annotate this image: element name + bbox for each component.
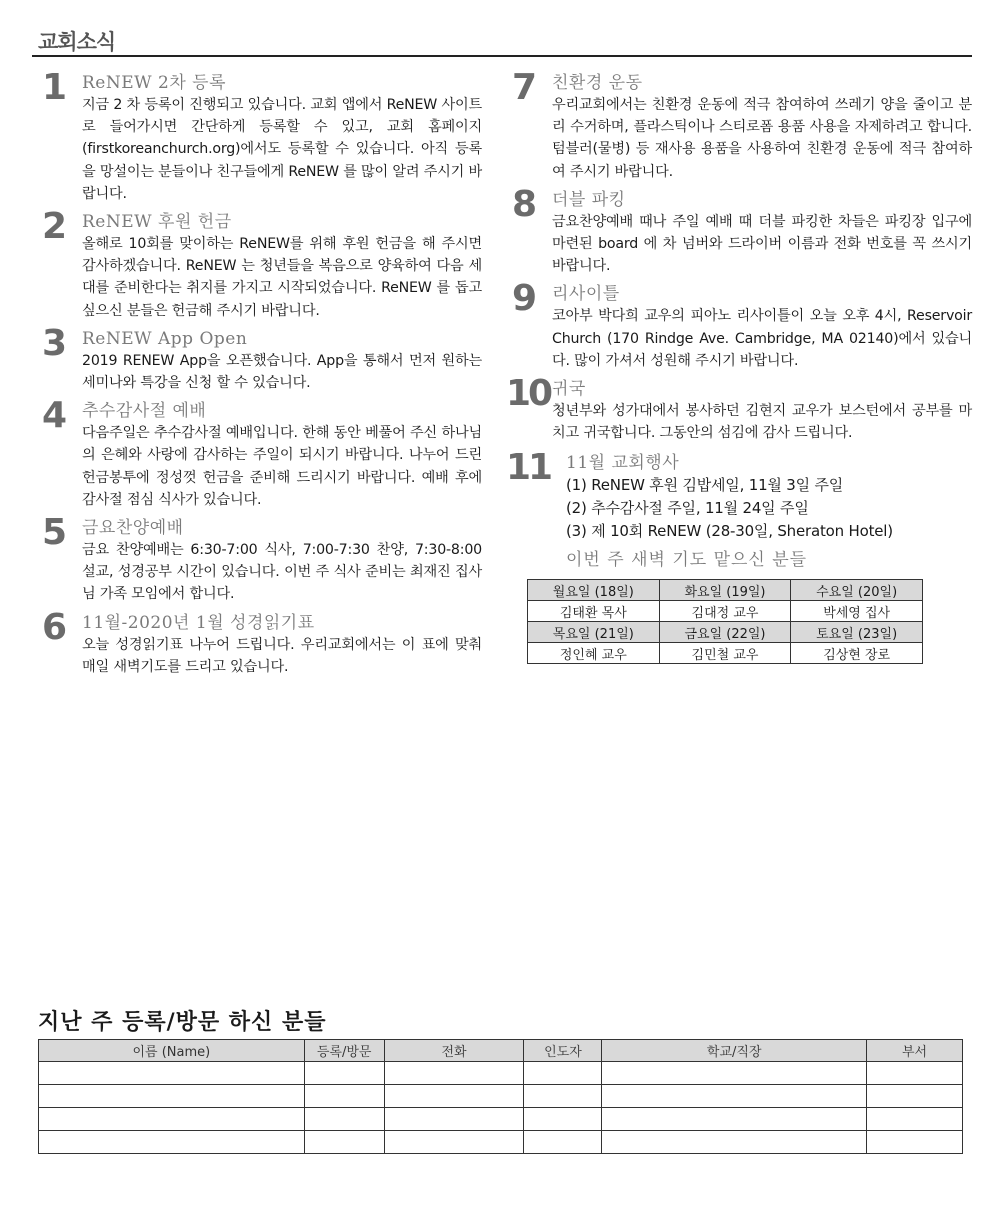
empty-cell[interactable] [39, 1085, 305, 1108]
table-header-row [39, 1040, 963, 1062]
item-title: 11월-2020년 1월 성경읽기표 [82, 612, 315, 633]
news-item-7 [512, 67, 972, 183]
item-number: 6 [42, 606, 65, 648]
news-item-1 [42, 67, 482, 205]
empty-cell[interactable] [524, 1108, 602, 1131]
item-number: 7 [512, 67, 535, 108]
column-header-guide: 인도자 [524, 1040, 602, 1062]
empty-cell[interactable] [524, 1062, 602, 1085]
event-line: (1) ReNEW 후원 김밥세일, 11월 3일 주일 [566, 476, 844, 495]
item-title: 11월 교회행사 [566, 453, 680, 474]
empty-cell[interactable] [867, 1108, 963, 1131]
leader-cell: 김태환 목사 [528, 601, 660, 622]
day-cell: 수요일 (20일) [791, 580, 923, 601]
table-row [528, 580, 923, 601]
leader-cell: 정인혜 교우 [528, 643, 660, 664]
table-row [528, 601, 923, 622]
table-row [528, 622, 923, 643]
column-header-name: 이름 (Name) [39, 1040, 305, 1062]
empty-cell[interactable] [524, 1085, 602, 1108]
table-row [39, 1108, 963, 1131]
empty-cell[interactable] [39, 1062, 305, 1085]
column-header-phone: 전화 [384, 1040, 524, 1062]
news-item-11 [506, 447, 972, 571]
news-item-4 [42, 395, 482, 511]
table-row [39, 1131, 963, 1154]
item-number: 10 [506, 373, 551, 415]
leader-cell: 김민철 교우 [659, 643, 791, 664]
news-item-10 [506, 373, 972, 444]
empty-cell[interactable] [304, 1131, 384, 1154]
day-cell: 화요일 (19일) [659, 580, 791, 601]
day-cell: 금요일 (22일) [659, 622, 791, 643]
empty-cell[interactable] [602, 1131, 867, 1154]
item-body: 금요 찬양예배는 6:30-7:00 식사, 7:00-7:30 찬양, 7:30-8:00 설교, 성경공부 시간이 있습니다. 이번 주 식사 준비는 최재진 집사님 가족 모임에서 합니다. [82, 542, 482, 603]
visitors-title: 지난 주 등록/방문 하신 분들 [38, 1010, 327, 1035]
table-row [39, 1085, 963, 1108]
prayer-schedule-table [527, 579, 923, 664]
item-title: ReNEW 후원 헌금 [82, 212, 232, 233]
item-number: 3 [42, 322, 65, 364]
title-divider [32, 55, 972, 57]
news-item-8 [512, 183, 972, 278]
empty-cell[interactable] [867, 1062, 963, 1085]
empty-cell[interactable] [524, 1131, 602, 1154]
empty-cell[interactable] [384, 1085, 524, 1108]
column-header-type: 등록/방문 [304, 1040, 384, 1062]
empty-cell[interactable] [602, 1108, 867, 1131]
item-body: 다음주일은 추수감사절 예배입니다. 한해 동안 베풀어 주신 하나님의 은혜와 사랑에 감사하는 주일이 되시기 바랍니다. 나누어 드린 헌금봉투에 정성껏 헌금을 준비해 드리시기 바랍니다. 예배 후에 감사절 점심 식사가 있습니다. [82, 425, 482, 508]
item-body: 코아부 박다희 교우의 피아노 리사이틀이 오늘 오후 4시, Reservoir Church (170 Rindge Ave. Cambridge, MA 02140)에서 있습니다. 많이 가셔서 성원해 주시기 바랍니다. [552, 308, 972, 369]
item-title: 금요찬양예배 [82, 518, 184, 539]
empty-cell[interactable] [867, 1131, 963, 1154]
item-title: 추수감사절 예배 [82, 401, 207, 422]
empty-cell[interactable] [867, 1085, 963, 1108]
item-number: 4 [42, 395, 65, 437]
empty-cell[interactable] [39, 1131, 305, 1154]
day-cell: 목요일 (21일) [528, 622, 660, 643]
item-number: 2 [42, 206, 65, 248]
day-cell: 토요일 (23일) [791, 622, 923, 643]
prayer-title: 이번 주 새벽 기도 맡으신 분들 [566, 550, 808, 571]
column-header-school-work: 학교/직장 [602, 1040, 867, 1062]
section-title: 교회소식 [38, 30, 116, 54]
item-title: ReNEW 2차 등록 [82, 73, 227, 93]
empty-cell[interactable] [304, 1108, 384, 1131]
empty-cell[interactable] [304, 1062, 384, 1085]
news-item-5 [42, 512, 482, 606]
empty-cell[interactable] [602, 1062, 867, 1085]
leader-cell: 김대정 교우 [659, 601, 791, 622]
item-title: 리사이틀 [552, 284, 620, 305]
news-item-3 [42, 322, 482, 394]
item-number: 8 [512, 183, 535, 225]
item-title: 더블 파킹 [552, 189, 626, 210]
item-body: 2019 RENEW App을 오픈했습니다. App을 통해서 먼저 원하는 세미나와 특강을 신청 할 수 있습니다. [82, 352, 482, 392]
empty-cell[interactable] [384, 1108, 524, 1131]
leader-cell: 박세영 집사 [791, 601, 923, 622]
empty-cell[interactable] [304, 1085, 384, 1108]
item-number: 1 [42, 67, 65, 108]
table-row [39, 1062, 963, 1085]
item-number: 5 [42, 512, 65, 554]
item-body: 오늘 성경읽기표 나누어 드립니다. 우리교회에서는 이 표에 맞춰 매일 새벽기도를 드리고 있습니다. [82, 636, 482, 675]
item-number: 11 [506, 447, 551, 489]
empty-cell[interactable] [602, 1085, 867, 1108]
item-body: 우리교회에서는 친환경 운동에 적극 참여하여 쓰레기 양을 줄이고 분리 수거하며, 플라스틱이나 스티로폼 용품 사용을 자제하려고 합니다. 텀블러(물병) 등 재사용 용품을 사용하여 친환경 운동에 적극 참여하여 주시기 바랍니다. [552, 97, 972, 180]
item-number: 9 [512, 278, 535, 320]
event-line: (3) 제 10회 ReNEW (28-30일, Sheraton Hotel) [566, 522, 893, 541]
news-column-right [506, 67, 972, 664]
day-cell: 월요일 (18일) [528, 580, 660, 601]
item-title: ReNEW App Open [82, 328, 248, 349]
event-line: (2) 추수감사절 주일, 11월 24일 주일 [566, 499, 809, 518]
table-row [528, 643, 923, 664]
item-title: 친환경 운동 [552, 73, 643, 93]
empty-cell[interactable] [39, 1108, 305, 1131]
news-item-9 [512, 278, 972, 372]
item-body: 금요찬양예배 때나 주일 예배 때 더블 파킹한 차들은 파킹장 입구에 마련된 board 에 차 넘버와 드라이버 이름과 전화 번호를 꼭 쓰시기 바랍니다. [552, 213, 972, 275]
item-title: 귀국 [552, 379, 586, 400]
news-item-6 [42, 606, 482, 678]
news-item-2 [42, 206, 482, 322]
empty-cell[interactable] [384, 1062, 524, 1085]
column-header-department: 부서 [867, 1040, 963, 1062]
news-column-left [42, 67, 482, 684]
item-body: 올해로 10회를 맞이하는 ReNEW를 위해 후원 헌금을 해 주시면 감사하겠습니다. ReNEW 는 청년들을 복음으로 양육하여 다음 세대를 준비한다는 취지를 가지고 시작되었습니다. ReNEW 를 돕고 싶으신 분들은 헌금해 주시기 바랍니다. [82, 236, 482, 319]
leader-cell: 김상현 장로 [791, 643, 923, 664]
empty-cell[interactable] [384, 1131, 524, 1154]
item-body: 지금 2 차 등록이 진행되고 있습니다. 교회 앱에서 ReNEW 사이트로 들어가시면 간단하게 등록할 수 있고, 교회 홈페이지 (firstkoreanchurch.org)에서도 등록할 수 있습니다. 아직 등록을 망설이는 분들이나 친구들에게 ReNEW 를 많이 알려 주시기 바랍니다. [82, 97, 482, 202]
item-body: 청년부와 성가대에서 봉사하던 김현지 교우가 보스턴에서 공부를 마치고 귀국합니다. 그동안의 섬김에 감사 드립니다. [552, 403, 972, 442]
visitors-table [38, 1039, 963, 1154]
